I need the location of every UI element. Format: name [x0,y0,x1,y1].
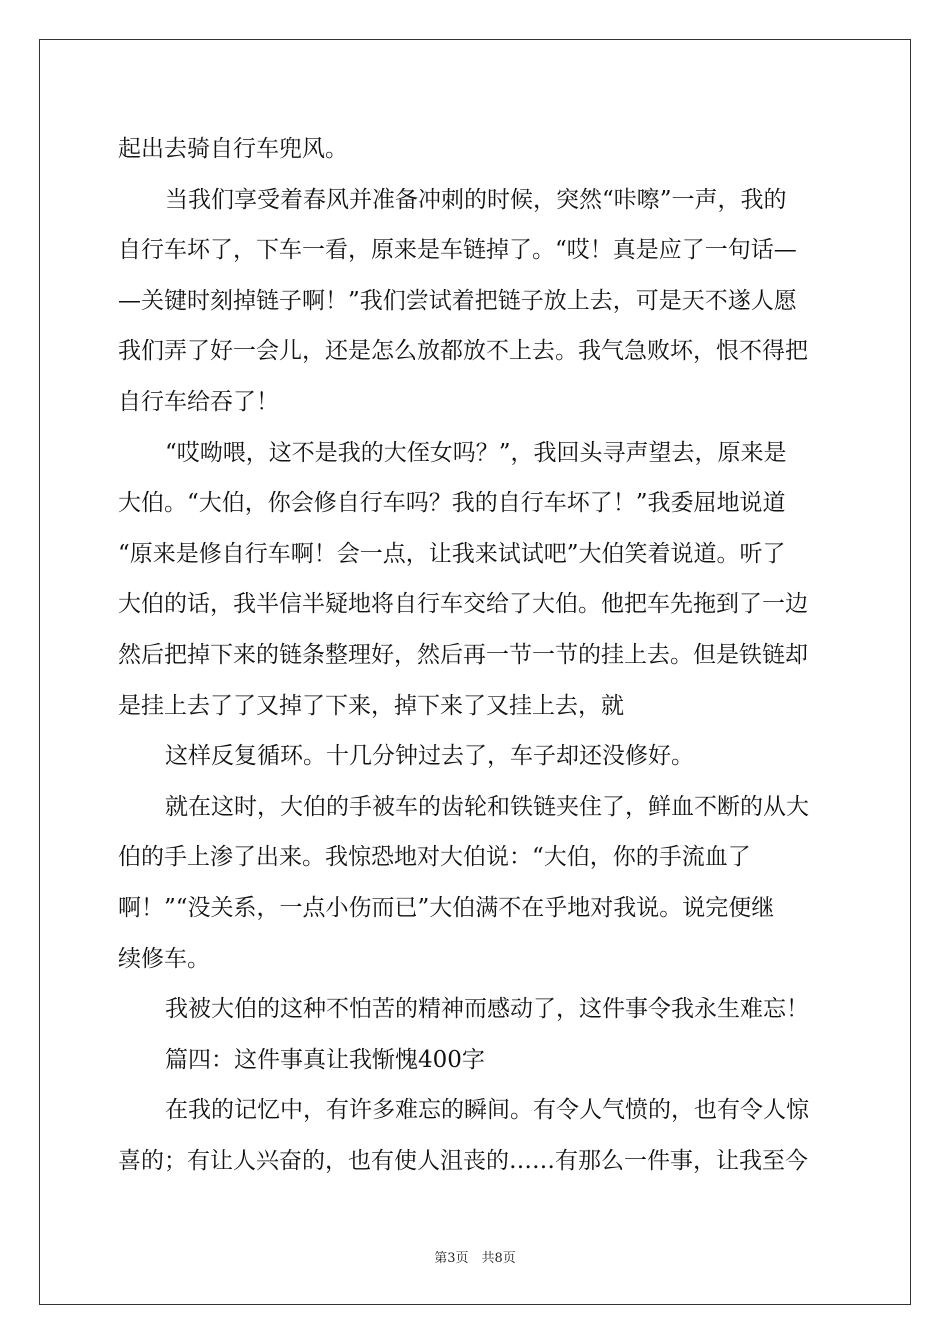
text-line: 起出去骑自行车兜风。 [118,136,348,162]
text-line: 当我们享受着春风并准备冲刺的时候，突然“咔嚓”一声，我的 [165,186,787,213]
text-line: 续修车。 [118,945,210,972]
text-line: 然后把掉下来的链条整理好，然后再一节一节的挂上去。但是铁链却 [118,641,808,668]
page-number-footer: 第3页 共8页 [434,1251,516,1266]
text-line: —关键时刻掉链子啊！”我们尝试着把链子放上去，可是天不遂人愿 [118,287,797,314]
text-line: 我被大伯的这种不怕苦的精神而感动了，这件事令我永生难忘！ [165,996,809,1023]
document-body [118,124,834,1186]
text-line: 自行车给吞了！ [118,388,279,415]
section-heading: 篇四：这件事真让我惭愧400字 [165,1046,485,1073]
text-line: 伯的手上渗了出来。我惊恐地对大伯说：“大伯，你的手流血了 [118,844,751,871]
text-line: 喜的；有让人兴奋的，也有使人沮丧的……有那么一件事，让我至今 [118,1147,808,1174]
text-line: 就在这时，大伯的手被车的齿轮和铁链夹住了，鲜血不断的从大 [165,793,809,820]
text-line: 在我的记忆中，有许多难忘的瞬间。有令人气愤的，也有令人惊 [165,1097,809,1124]
text-line: 我们弄了好一会儿，还是怎么放都放不上去。我气急败坏，恨不得把 [118,338,808,365]
text-line: “原来是修自行车啊！会一点，让我来试试吧”大伯笑着说道。听了 [118,540,786,567]
text-line: 啊！”“没关系，一点小伤而已”大伯满不在乎地对我说。说完便继 [118,894,775,921]
text-line: “哎呦喂，这不是我的大侄女吗？”，我回头寻声望去，原来是 [165,439,787,466]
text-line: 大伯。“大伯，你会修自行车吗？我的自行车坏了！”我委屈地说道 [118,490,786,517]
text-line: 自行车坏了，下车一看，原来是车链掉了。“哎！真是应了一句话— [118,237,797,264]
text-line: 是挂上去了了又掉了下来，掉下来了又挂上去，就 [118,692,624,719]
text-line: 这样反复循环。十几分钟过去了，车子却还没修好。 [165,743,694,770]
text-line: 大伯的话，我半信半疑地将自行车交给了大伯。他把车先拖到了一边 [118,591,808,618]
